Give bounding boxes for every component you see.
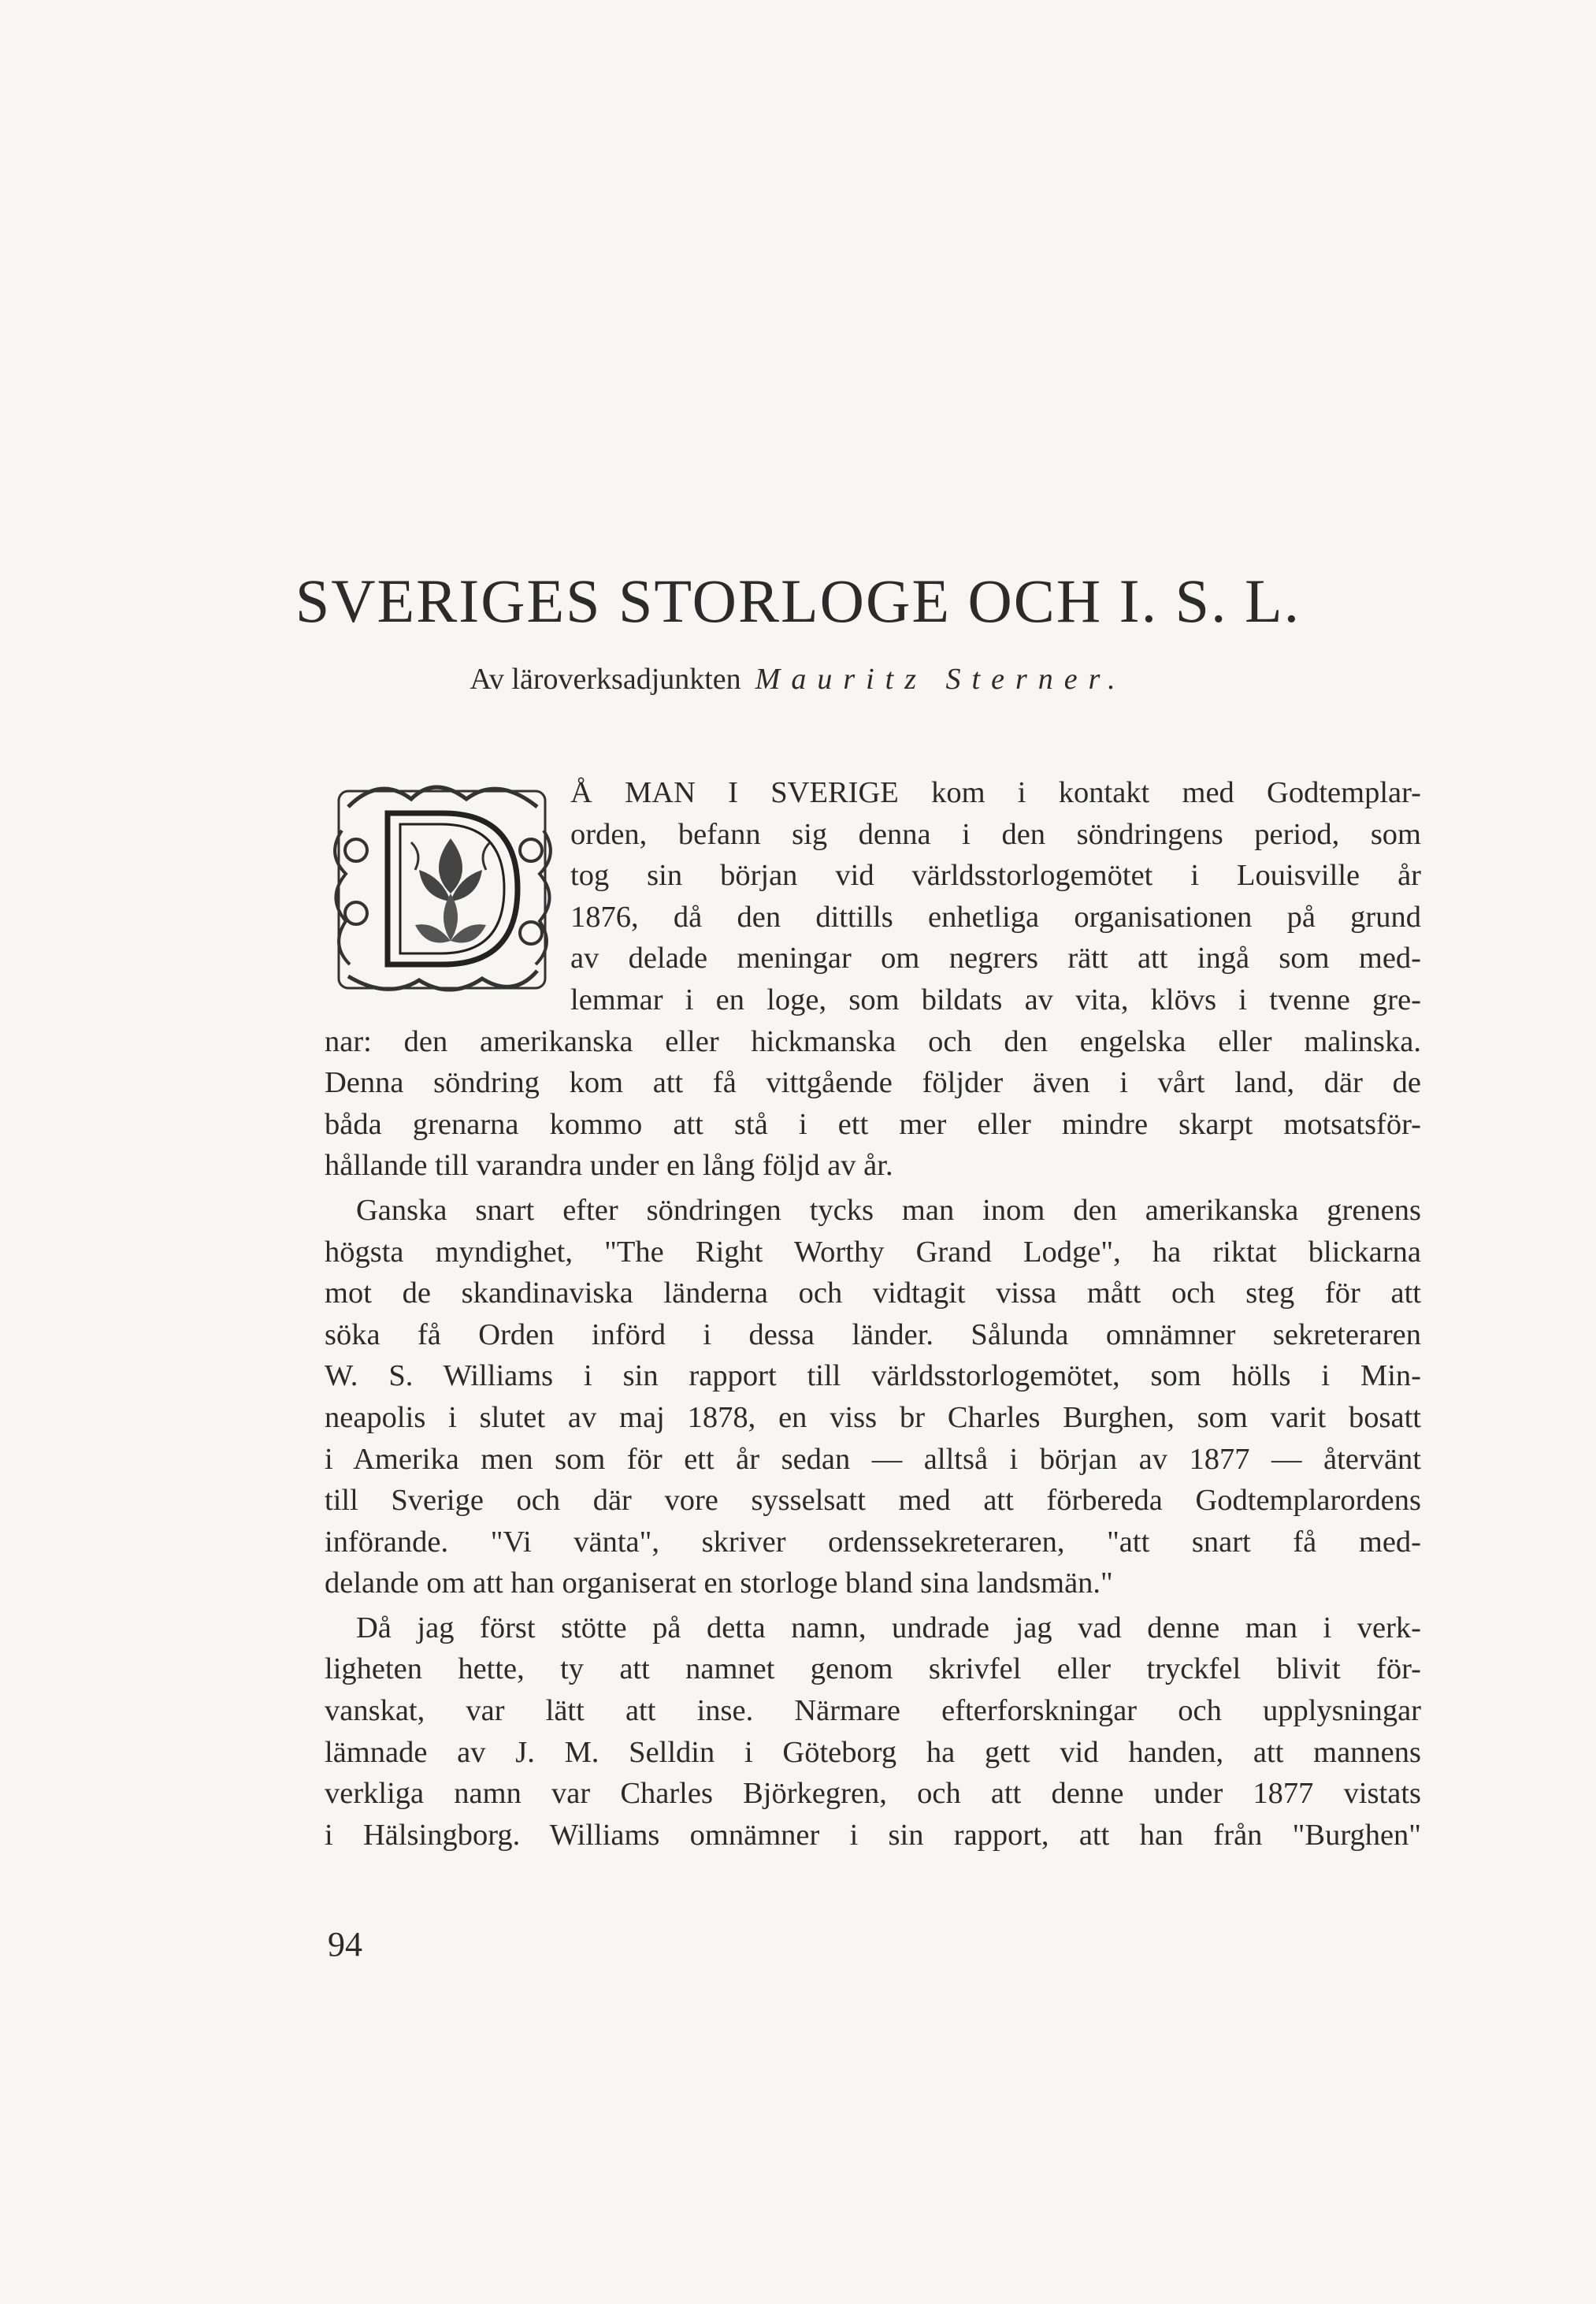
paragraph-3 (325, 1607, 1421, 1856)
text-line: Å MAN I SVERIGE kom i kontakt med Godtemplar- (570, 776, 1421, 809)
text-line: högsta myndighet, "The Right Worthy Grand Lodge", ha riktat blickarna (325, 1235, 1421, 1269)
text-line: hållande till varandra under en lång följd av år. (325, 1149, 893, 1183)
text-line: införande. "Vi vänta", skriver ordenssekreteraren, "att snart få med- (325, 1525, 1421, 1559)
text-line: lemmar i en loge, som bildats av vita, klövs i tvenne gre- (570, 983, 1421, 1016)
text-line: mot de skandinaviska länderna och vidtagit vissa mått och steg för att (325, 1276, 1421, 1310)
text-line: söka få Orden införd i dessa länder. Sålunda omnämner sekreteraren (325, 1317, 1421, 1351)
text-line: till Sverige och där vore sysselsatt med att förbereda Godtemplarordens (325, 1484, 1421, 1518)
text-line: Denna söndring kom att få vittgående följder även i vårt land, där de (325, 1066, 1421, 1100)
floral-initial-icon (325, 775, 559, 1004)
text-line: ligheten hette, ty att namnet genom skrivfel eller tryckfel blivit för- (325, 1652, 1421, 1686)
text-line: av delade meningar om negrers rätt att ingå som med- (570, 942, 1421, 975)
text-line: lämnade av J. M. Selldin i Göteborg ha gett vid handen, att mannens (325, 1735, 1421, 1769)
text-line: Då jag först stötte på detta namn, undrade jag vad denne man i verk- (356, 1611, 1421, 1644)
paragraph-2 (325, 1190, 1421, 1604)
article-body (325, 772, 1421, 1856)
decorated-initial-d (325, 775, 559, 1004)
text-line: i Hälsingborg. Williams omnämner i sin rapport, att han från "Burghen" (325, 1818, 1421, 1852)
text-line: nar: den amerikanska eller hickmanska och den engelska eller malinska. (325, 1024, 1421, 1058)
text-line: neapolis i slutet av maj 1878, en viss br Charles Burghen, som varit bosatt (325, 1400, 1421, 1434)
byline (0, 662, 1596, 697)
text-line: delande om att han organiserat en storloge bland sina landsmän." (325, 1566, 1113, 1600)
text-line: verkliga namn var Charles Björkegren, och att denne under 1877 vistats (325, 1777, 1421, 1811)
text-line: Ganska snart efter söndringen tycks man inom den amerikanska grenens (356, 1193, 1421, 1227)
text-line: W. S. Williams i sin rapport till världsstorlogemötet, som hölls i Min- (325, 1359, 1421, 1393)
author-name: Mauritz Sterner. (755, 663, 1126, 696)
text-line: 1876, då den dittills enhetliga organisationen på grund (570, 900, 1421, 934)
text-line: vanskat, var lätt att inse. Närmare efterforskningar och upplysningar (325, 1694, 1421, 1728)
byline-prefix: Av läroverksadjunkten (470, 663, 741, 696)
page-number: 94 (328, 1925, 362, 1964)
text-line: båda grenarna kommo att stå i ett mer eller mindre skarpt motsatsför- (325, 1107, 1421, 1141)
text-line: tog sin början vid världsstorlogemötet i Louisville år (570, 859, 1421, 893)
text-line: i Amerika men som för ett år sedan — alltså i början av 1877 — återvänt (325, 1442, 1421, 1476)
article-title: SVERIGES STORLOGE OCH I. S. L. (295, 567, 1301, 635)
text-line: orden, befann sig denna i den söndringens period, som (570, 817, 1421, 851)
